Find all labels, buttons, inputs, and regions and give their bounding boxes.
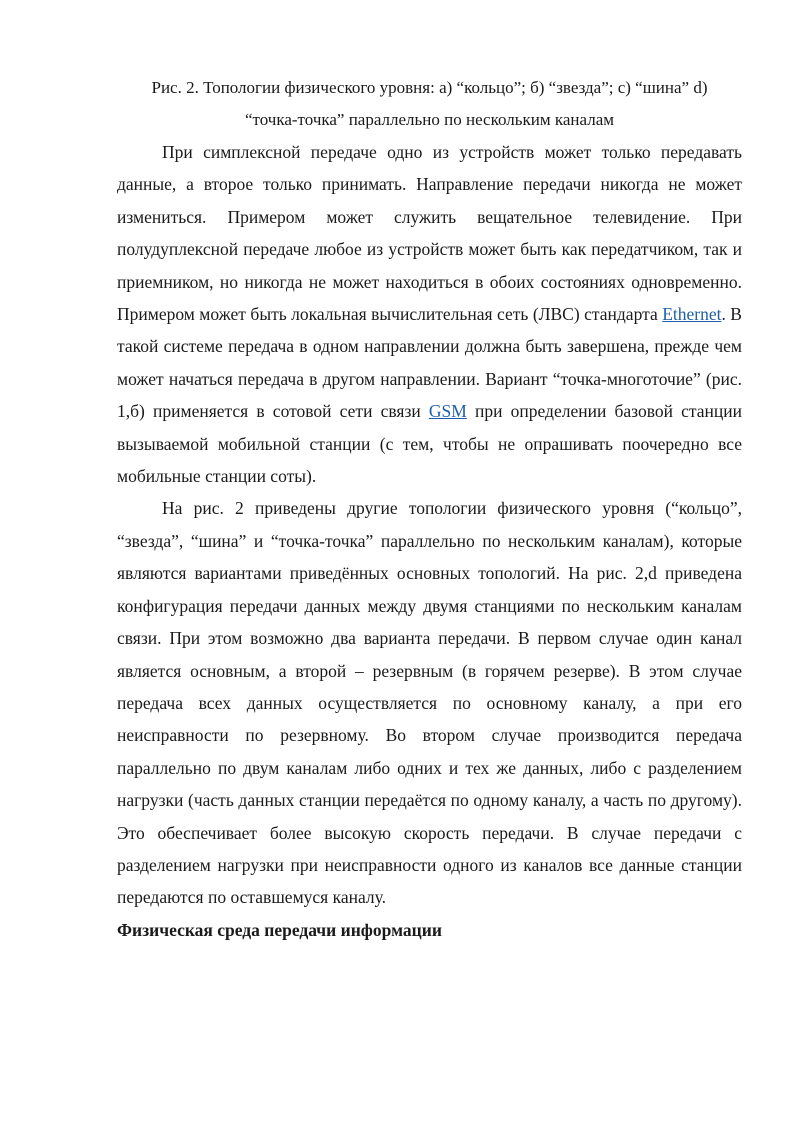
paragraph-1-text-b: . В такой системе передача в одном направлении должна быть завершена, прежде чем может начаться передача в другом направлении. Вариант “точка-многоточие” (рис. 1,б) применяется в сотовой сети связи [117, 304, 742, 422]
section-heading: Физическая среда передачи информации [117, 919, 442, 940]
paragraph-topologies: На рис. 2 приведены другие топологии физического уровня (“кольцо”, “звезда”, “шина” и “точка-точка” параллельно по нескольким каналам), которые являются вариантами приведённых основных топологий. На рис. 2,d приведена конфигурация передачи данных между двумя станциями по нескольким каналам связи. При этом возможно два варианта передачи. В первом случае один канал является основным, а второй – резервным (в горячем резерве). В этом случае передача всех данных осуществляется по основному каналу, а при его неисправности по резервному. Во втором случае производится передача параллельно по двум каналам либо одних и тех же данных, либо с разделением нагрузки (часть данных станции передаётся по одному каналу, а часть по другому). Это обеспечивает более высокую скорость передачи. В случае передачи с разделением нагрузки при неисправности одного из каналов все данные станции передаются по оставшемуся каналу. [117, 498, 742, 908]
ethernet-link[interactable]: Ethernet [662, 304, 722, 325]
paragraph-1-text-c: при определении базовой станции вызываемой мобильной станции (с тем, чтобы не опрашивать поочередно все мобильные станции соты). [117, 401, 743, 487]
figure-caption [117, 72, 742, 136]
paragraph-duplex-modes [117, 136, 742, 492]
figure-caption-line-1: Рис. 2. Топологии физического уровня: а) “кольцо”; б) “звезда”; с) “шина” d) [151, 78, 708, 97]
document-page [117, 72, 742, 946]
paragraph-1-text-a: При симплексной передаче одно из устройств может только передавать данные, а второе только принимать. Направление передачи никогда не может измениться. Примером может служить вещательное телевидение. При полудуплексной передаче любое из устройств может быть как передатчиком, так и приемником, но никогда не может находиться в обоих состояниях одновременно. Примером может быть локальная вычислительная сеть (ЛВС) стандарта [117, 142, 742, 325]
gsm-link[interactable]: GSM [428, 401, 467, 422]
figure-caption-line-2: “точка-точка” параллельно по нескольким каналам [244, 110, 615, 129]
